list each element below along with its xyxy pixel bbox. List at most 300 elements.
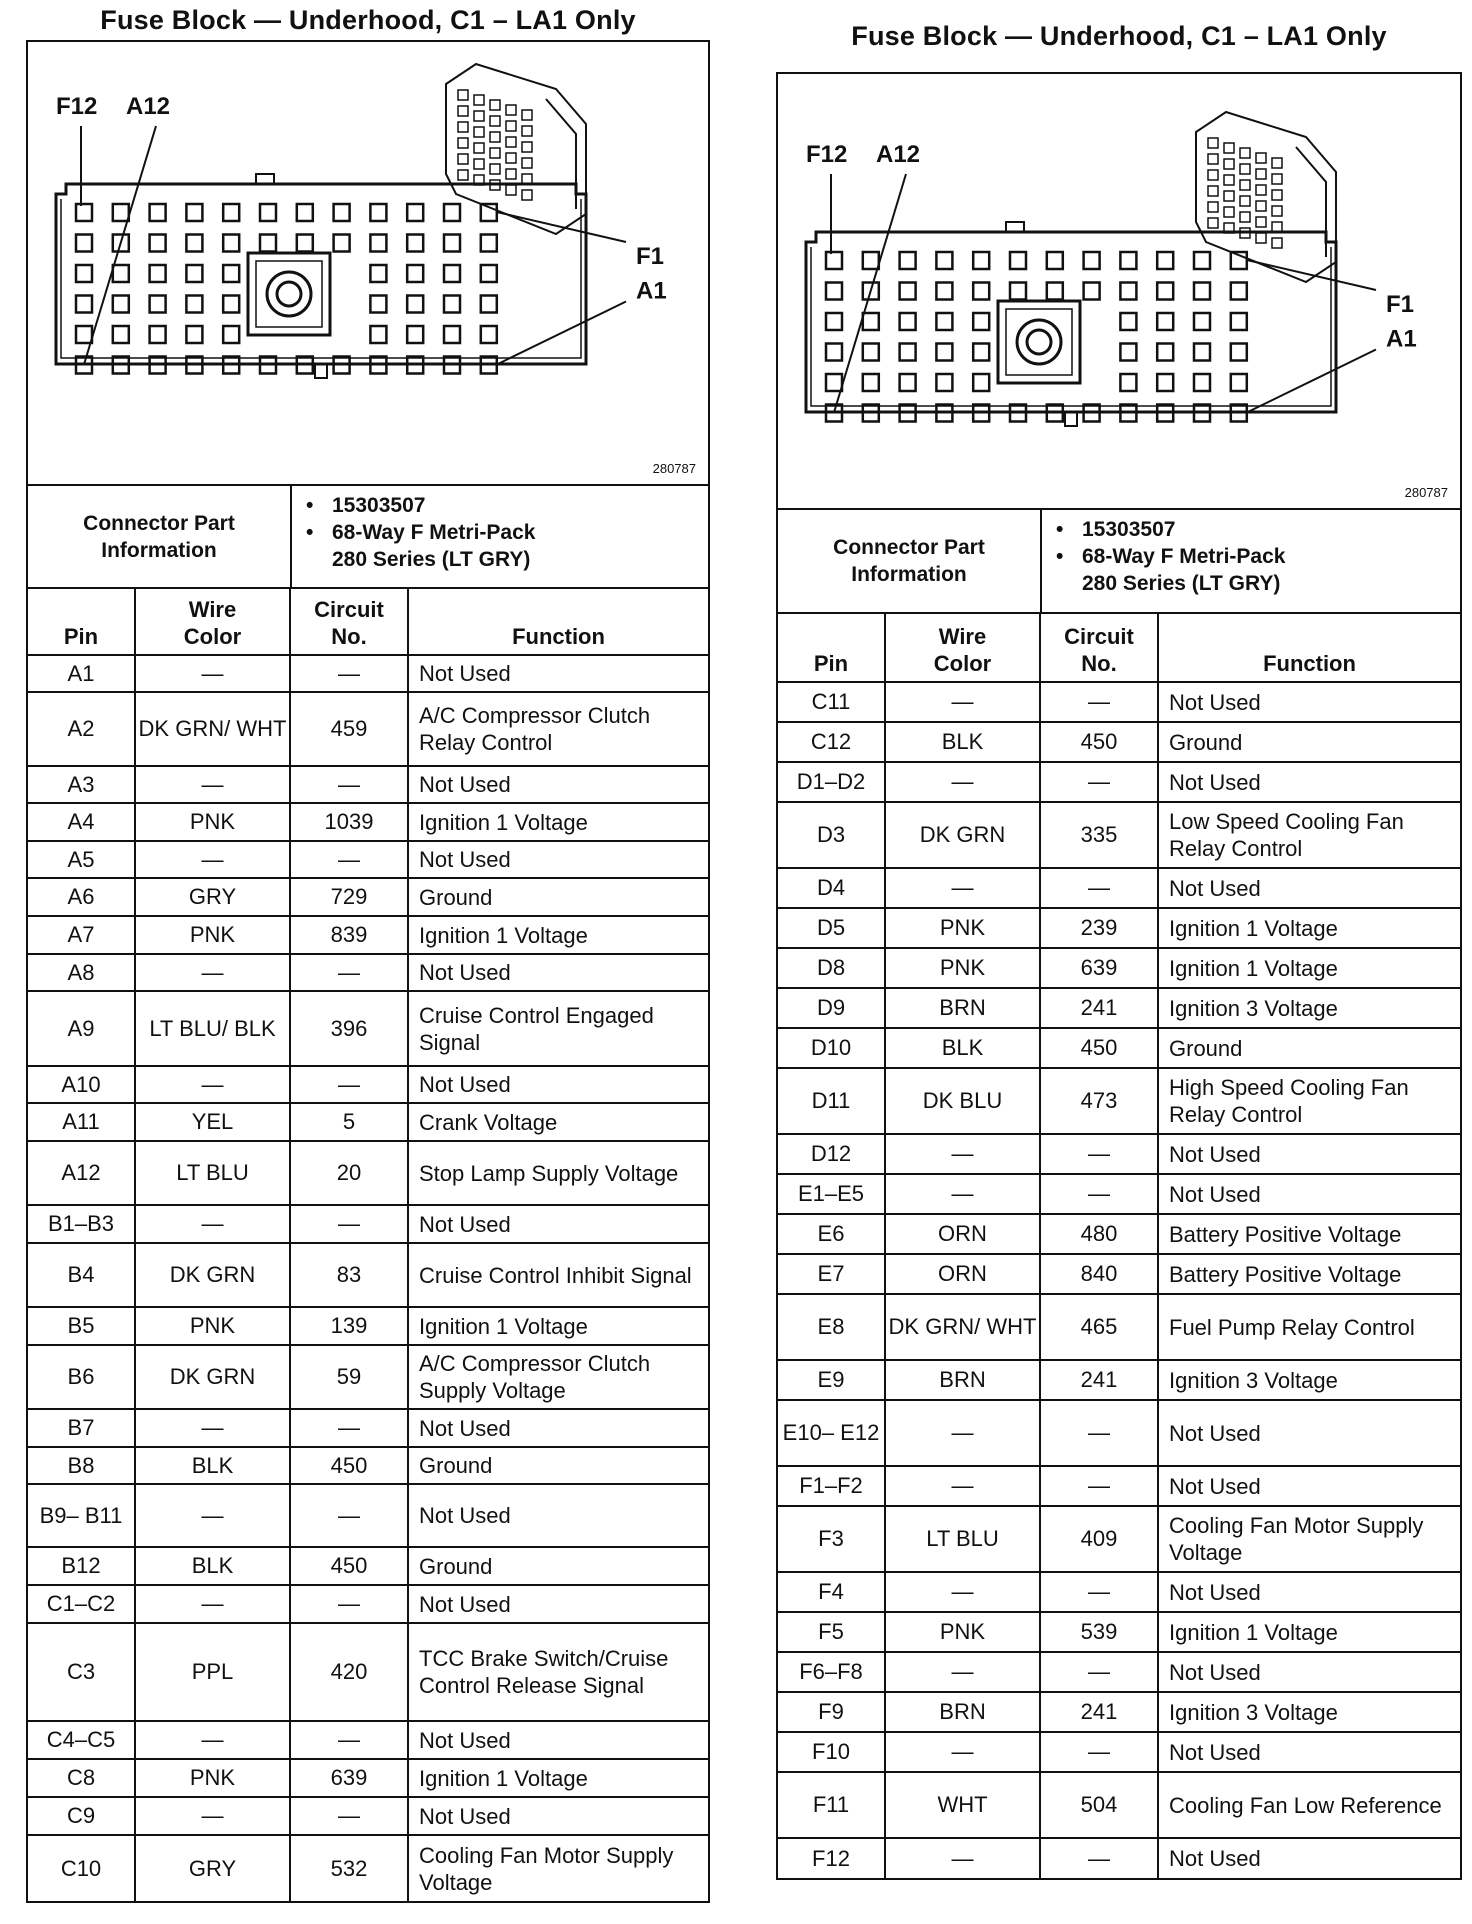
function-cell: Not Used	[408, 841, 708, 878]
pin-column-header: Pin	[778, 614, 885, 682]
function-cell: Ignition 1 Voltage	[408, 1307, 708, 1345]
circuit-number-cell: —	[1040, 1572, 1158, 1612]
circuit-number-cell: —	[1040, 1174, 1158, 1214]
pin-cell: D4	[778, 868, 885, 908]
a12-label: A12	[126, 93, 171, 120]
function-cell: Not Used	[408, 1585, 708, 1623]
terminal-cavity	[76, 265, 92, 282]
isometric-cavity	[490, 100, 500, 110]
terminal-cavity	[150, 265, 166, 282]
terminal-cavity	[863, 344, 879, 361]
circuit-number-cell: —	[290, 1066, 408, 1103]
circuit-number-cell: 450	[1040, 722, 1158, 762]
isometric-cavity	[1256, 185, 1266, 195]
pin-cell: A9	[28, 991, 135, 1066]
circuit-number-cell: 480	[1040, 1214, 1158, 1254]
wire-color-cell: DK GRN/ WHT	[885, 1294, 1040, 1360]
circuit-number-cell: —	[290, 1585, 408, 1623]
terminal-cavity	[223, 235, 239, 252]
circuit-number-cell: —	[290, 841, 408, 878]
circuit-number-cell: 1039	[290, 803, 408, 841]
connector-info-label-line: Connector Part	[833, 536, 985, 559]
terminal-cavity	[223, 296, 239, 313]
terminal-cavity	[1194, 283, 1210, 300]
table-row	[778, 1174, 1460, 1214]
connector-face-drawing	[28, 42, 708, 484]
terminal-cavity	[370, 235, 386, 252]
pin-cell: A11	[28, 1103, 135, 1141]
wire-color-cell: BLK	[885, 722, 1040, 762]
pin-cell: F3	[778, 1506, 885, 1572]
function-cell: Cooling Fan Motor Supply Voltage	[1158, 1506, 1460, 1572]
table-row	[778, 1612, 1460, 1652]
table-row	[778, 868, 1460, 908]
wire-color-cell: LT BLU	[885, 1506, 1040, 1572]
table-row	[778, 1732, 1460, 1772]
terminal-cavity	[113, 204, 129, 221]
isometric-cavity	[1208, 202, 1218, 212]
function-cell: Cruise Control Inhibit Signal	[408, 1243, 708, 1307]
terminal-cavity	[973, 283, 989, 300]
f12-label: F12	[806, 141, 848, 168]
pin-cell: E7	[778, 1254, 885, 1294]
pinout-table	[778, 614, 1460, 1878]
isometric-cavity	[522, 158, 532, 168]
function-cell: Not Used	[1158, 1652, 1460, 1692]
terminal-cavity	[1084, 283, 1100, 300]
wire-color-cell: GRY	[135, 1835, 290, 1901]
wire-color-cell: —	[885, 1572, 1040, 1612]
wire-color-cell: BLK	[885, 1028, 1040, 1068]
connector-face-drawing	[778, 74, 1460, 508]
terminal-cavity	[900, 344, 916, 361]
terminal-cavity	[936, 313, 952, 330]
function-cell: Not Used	[1158, 1838, 1460, 1878]
terminal-cavity	[260, 235, 276, 252]
table-row	[28, 954, 708, 991]
table-row	[28, 1243, 708, 1307]
diagram-reference-number: 280787	[1404, 485, 1448, 500]
function-cell: Crank Voltage	[408, 1103, 708, 1141]
terminal-cavity	[186, 296, 202, 313]
wire-color-cell: ORN	[885, 1214, 1040, 1254]
pin-cell: A3	[28, 766, 135, 803]
isometric-cavity	[506, 185, 516, 195]
pin-cell: D10	[778, 1028, 885, 1068]
a1-label: A1	[636, 277, 667, 305]
terminal-cavity	[223, 204, 239, 221]
table-row	[778, 1466, 1460, 1506]
terminal-cavity	[481, 326, 497, 343]
terminal-cavity	[150, 204, 166, 221]
wire-color-cell: —	[135, 1409, 290, 1447]
terminal-cavity	[407, 204, 423, 221]
terminal-cavity	[113, 326, 129, 343]
circuit-number-cell: —	[290, 1409, 408, 1447]
wire-color-cell: —	[885, 1466, 1040, 1506]
circuit-number-cell: 420	[290, 1623, 408, 1721]
isometric-cavity	[1272, 190, 1282, 200]
terminal-cavity	[1157, 283, 1173, 300]
right-pinout-panel	[776, 0, 1462, 1880]
function-cell: Cooling Fan Motor Supply Voltage	[408, 1835, 708, 1901]
isometric-cavity	[458, 90, 468, 100]
pin-cell: E9	[778, 1360, 885, 1400]
terminal-cavity	[481, 296, 497, 313]
pin-cell: C4–C5	[28, 1721, 135, 1759]
terminal-cavity	[900, 283, 916, 300]
function-cell: Not Used	[1158, 1174, 1460, 1214]
table-row	[28, 766, 708, 803]
table-row	[28, 655, 708, 692]
circuit-number-cell: 396	[290, 991, 408, 1066]
circuit-number-cell: —	[1040, 682, 1158, 722]
terminal-cavity	[1120, 252, 1136, 269]
terminal-cavity	[334, 204, 350, 221]
a12-leader-line	[84, 126, 156, 365]
connector-description: • 68-Way F Metri-Pack	[332, 519, 535, 546]
isometric-cavity	[458, 106, 468, 116]
pin-cell: F5	[778, 1612, 885, 1652]
terminal-cavity	[407, 265, 423, 282]
table-row	[28, 1484, 708, 1547]
circuit-number-cell: —	[1040, 1134, 1158, 1174]
isometric-cavity	[1272, 238, 1282, 248]
table-row	[28, 1447, 708, 1484]
function-column-header: Function	[1158, 614, 1460, 682]
wire-color-cell: —	[135, 841, 290, 878]
terminal-cavity	[1157, 374, 1173, 391]
table-row	[778, 1506, 1460, 1572]
pin-cell: C8	[28, 1759, 135, 1797]
table-row	[778, 1692, 1460, 1732]
center-bolt-housing	[998, 301, 1080, 383]
wire-color-cell: DK GRN	[885, 802, 1040, 868]
circuit-number-cell: 450	[1040, 1028, 1158, 1068]
pin-cell: A12	[28, 1141, 135, 1205]
pin-column-header: Pin	[28, 589, 135, 655]
table-row	[778, 1294, 1460, 1360]
function-cell: Ignition 1 Voltage	[408, 1759, 708, 1797]
latch-tab	[1065, 412, 1077, 426]
connector-outline	[806, 232, 1336, 412]
wire-color-cell: PPL	[135, 1623, 290, 1721]
circuit-number-cell: 139	[290, 1307, 408, 1345]
table-row	[778, 682, 1460, 722]
table-row	[778, 762, 1460, 802]
connector-part-information	[28, 486, 708, 589]
wire-color-cell: —	[885, 1174, 1040, 1214]
wire-color-cell: DK GRN/ WHT	[135, 692, 290, 766]
terminal-cavity	[1120, 374, 1136, 391]
pin-cell: E1–E5	[778, 1174, 885, 1214]
wire-color-cell: PNK	[885, 908, 1040, 948]
table-row	[778, 802, 1460, 868]
terminal-cavity	[1194, 252, 1210, 269]
table-row	[778, 1400, 1460, 1466]
function-cell: Ground	[1158, 1028, 1460, 1068]
pin-cell: D11	[778, 1068, 885, 1134]
terminal-cavity	[444, 265, 460, 282]
function-cell: Not Used	[1158, 762, 1460, 802]
table-row	[778, 1772, 1460, 1838]
center-bolt-hole	[1027, 330, 1051, 354]
terminal-cavity	[260, 204, 276, 221]
wire-color-cell: PNK	[885, 1612, 1040, 1652]
function-cell: Battery Positive Voltage	[1158, 1254, 1460, 1294]
wire-color-cell: —	[885, 1732, 1040, 1772]
pin-cell: C11	[778, 682, 885, 722]
pin-cell: F4	[778, 1572, 885, 1612]
pin-cell: D5	[778, 908, 885, 948]
terminal-cavity	[150, 296, 166, 313]
wire-color-cell: DK GRN	[135, 1345, 290, 1409]
terminal-cavity	[1010, 283, 1026, 300]
wire-color-cell: —	[135, 766, 290, 803]
terminal-cavity	[1231, 344, 1247, 361]
function-cell: Cruise Control Engaged Signal	[408, 991, 708, 1066]
terminal-cavity	[936, 374, 952, 391]
table-row	[778, 722, 1460, 762]
function-column-header: Function	[408, 589, 708, 655]
isometric-cavity	[1208, 138, 1218, 148]
f12-label: F12	[56, 93, 98, 120]
wire-color-cell: —	[885, 1400, 1040, 1466]
terminal-cavity	[1194, 344, 1210, 361]
function-cell: A/C Compressor Clutch Relay Control	[408, 692, 708, 766]
terminal-cavity	[370, 326, 386, 343]
isometric-cavity	[1224, 159, 1234, 169]
isometric-cavity	[474, 111, 484, 121]
isometric-cavity	[474, 95, 484, 105]
function-cell: Fuel Pump Relay Control	[1158, 1294, 1460, 1360]
circuit-number-cell: 241	[1040, 1360, 1158, 1400]
isometric-cavity	[506, 169, 516, 179]
isometric-cavity	[1272, 174, 1282, 184]
wire-color-cell: —	[885, 682, 1040, 722]
circuit-number-cell: 532	[290, 1835, 408, 1901]
function-cell: TCC Brake Switch/Cruise Control Release Signal	[408, 1623, 708, 1721]
pin-cell: C9	[28, 1797, 135, 1835]
center-bolt-ring	[1017, 320, 1061, 364]
wire-color-cell: DK BLU	[885, 1068, 1040, 1134]
isometric-cavity	[522, 110, 532, 120]
terminal-cavity	[936, 252, 952, 269]
circuit-number-cell: 465	[1040, 1294, 1158, 1360]
terminal-cavity	[1231, 283, 1247, 300]
pin-cell: B12	[28, 1547, 135, 1585]
isometric-cavity	[1272, 206, 1282, 216]
isometric-cavity	[1240, 164, 1250, 174]
isometric-cavity	[474, 159, 484, 169]
function-cell: Not Used	[408, 766, 708, 803]
table-row	[28, 1623, 708, 1721]
isometric-cavity	[490, 164, 500, 174]
isometric-cavity	[1256, 233, 1266, 243]
terminal-cavity	[1194, 313, 1210, 330]
terminal-cavity	[1157, 252, 1173, 269]
wire-color-cell: —	[135, 1066, 290, 1103]
isometric-cavity	[1240, 180, 1250, 190]
circuit-number-cell: 241	[1040, 1692, 1158, 1732]
pin-cell: E10– E12	[778, 1400, 885, 1466]
pin-cell: B9– B11	[28, 1484, 135, 1547]
terminal-cavity	[936, 344, 952, 361]
terminal-cavity	[826, 374, 842, 391]
terminal-cavity	[1010, 252, 1026, 269]
table-header-row	[778, 614, 1460, 682]
circuit-number-cell: —	[290, 1721, 408, 1759]
table-row	[28, 1797, 708, 1835]
wire-color-cell: —	[135, 1484, 290, 1547]
center-bolt-hole	[277, 282, 301, 306]
connector-info-label-line: Information	[101, 538, 217, 562]
function-cell: Not Used	[1158, 868, 1460, 908]
connector-info-values	[292, 486, 535, 587]
circuit-number-cell: —	[290, 1205, 408, 1243]
pin-cell: A4	[28, 803, 135, 841]
wire-color-column-header: Wire Color	[135, 589, 290, 655]
terminal-cavity	[76, 204, 92, 221]
terminal-cavity	[863, 252, 879, 269]
circuit-number-column-header: Circuit No.	[1040, 614, 1158, 682]
pin-cell: C10	[28, 1835, 135, 1901]
wire-color-cell: LT BLU/ BLK	[135, 991, 290, 1066]
terminal-cavity	[113, 296, 129, 313]
pinout-frame	[776, 72, 1462, 1880]
table-row	[28, 1103, 708, 1141]
part-number: • 15303507	[332, 492, 535, 519]
circuit-number-cell: 473	[1040, 1068, 1158, 1134]
circuit-number-cell: —	[1040, 1400, 1158, 1466]
terminal-cavity	[1157, 344, 1173, 361]
table-row	[28, 916, 708, 954]
isometric-cavity	[1224, 175, 1234, 185]
pin-cell: B4	[28, 1243, 135, 1307]
function-cell: High Speed Cooling Fan Relay Control	[1158, 1068, 1460, 1134]
terminal-cavity	[444, 326, 460, 343]
terminal-cavity	[1231, 313, 1247, 330]
f1-label: F1	[1386, 291, 1415, 318]
circuit-number-cell: 335	[1040, 802, 1158, 868]
table-row	[28, 1205, 708, 1243]
function-cell: Not Used	[1158, 1134, 1460, 1174]
pin-cell: A6	[28, 878, 135, 916]
table-row	[28, 991, 708, 1066]
connector-info-label-line: Information	[851, 563, 967, 586]
wire-color-cell: —	[885, 1838, 1040, 1878]
table-row	[28, 1307, 708, 1345]
isometric-cavity	[1272, 158, 1282, 168]
connector-part-information	[778, 510, 1460, 614]
terminal-cavity	[826, 283, 842, 300]
circuit-number-cell: 639	[1040, 948, 1158, 988]
table-row	[28, 1721, 708, 1759]
wire-color-cell: —	[885, 868, 1040, 908]
terminal-cavity	[407, 326, 423, 343]
terminal-cavity	[370, 265, 386, 282]
terminal-cavity	[76, 235, 92, 252]
wire-color-cell: PNK	[135, 916, 290, 954]
wire-color-cell: GRY	[135, 878, 290, 916]
table-row	[28, 803, 708, 841]
isometric-cavity	[506, 153, 516, 163]
wire-color-cell: PNK	[885, 948, 1040, 988]
isometric-cavity	[1224, 191, 1234, 201]
terminal-cavity	[186, 204, 202, 221]
page-title: Fuse Block — Underhood, C1 – LA1 Only	[100, 5, 636, 35]
table-row	[28, 1759, 708, 1797]
isometric-cavity	[1208, 154, 1218, 164]
circuit-number-cell: 239	[1040, 908, 1158, 948]
terminal-cavity	[223, 265, 239, 282]
function-cell: Not Used	[408, 1409, 708, 1447]
pin-cell: F12	[778, 1838, 885, 1878]
isometric-cavity	[1256, 169, 1266, 179]
terminal-cavity	[334, 235, 350, 252]
terminal-cavity	[1120, 313, 1136, 330]
circuit-number-cell: 450	[290, 1447, 408, 1484]
table-row	[778, 1028, 1460, 1068]
pin-cell: D3	[778, 802, 885, 868]
terminal-cavity	[973, 313, 989, 330]
circuit-number-cell: —	[290, 655, 408, 692]
function-cell: Stop Lamp Supply Voltage	[408, 1141, 708, 1205]
isometric-cavity	[506, 137, 516, 147]
terminal-cavity	[936, 283, 952, 300]
circuit-number-cell: 504	[1040, 1772, 1158, 1838]
wire-color-cell: BRN	[885, 1360, 1040, 1400]
isometric-cavity	[522, 126, 532, 136]
a12-leader-line	[834, 174, 906, 413]
table-row	[778, 948, 1460, 988]
circuit-number-cell: 5	[290, 1103, 408, 1141]
pin-cell: E8	[778, 1294, 885, 1360]
pin-cell: D8	[778, 948, 885, 988]
pin-cell: A5	[28, 841, 135, 878]
isometric-cavity	[458, 122, 468, 132]
circuit-number-cell: 639	[290, 1759, 408, 1797]
isometric-cavity	[1208, 218, 1218, 228]
terminal-cavity	[444, 204, 460, 221]
wire-color-cell: PNK	[135, 803, 290, 841]
isometric-cavity	[1256, 201, 1266, 211]
isometric-cavity	[490, 148, 500, 158]
isometric-cavity	[458, 154, 468, 164]
connector-outline	[56, 184, 586, 364]
a1-leader-line	[497, 302, 626, 365]
pinout-table	[28, 589, 708, 1901]
function-cell: Not Used	[408, 1721, 708, 1759]
isometric-cavity	[506, 105, 516, 115]
function-cell: Not Used	[1158, 1400, 1460, 1466]
function-cell: Not Used	[1158, 1732, 1460, 1772]
left-pinout-panel	[26, 0, 710, 1903]
pin-cell: F9	[778, 1692, 885, 1732]
pin-cell: C12	[778, 722, 885, 762]
pin-cell: D9	[778, 988, 885, 1028]
circuit-number-cell: —	[1040, 1838, 1158, 1878]
function-cell: Ignition 1 Voltage	[408, 803, 708, 841]
function-cell: Ignition 3 Voltage	[1158, 1360, 1460, 1400]
connector-info-values	[1042, 510, 1285, 612]
function-cell: Cooling Fan Low Reference	[1158, 1772, 1460, 1838]
pin-cell: B8	[28, 1447, 135, 1484]
isometric-cavity	[522, 190, 532, 200]
isometric-cavity	[1256, 153, 1266, 163]
terminal-cavity	[900, 313, 916, 330]
function-cell: Ground	[1158, 722, 1460, 762]
